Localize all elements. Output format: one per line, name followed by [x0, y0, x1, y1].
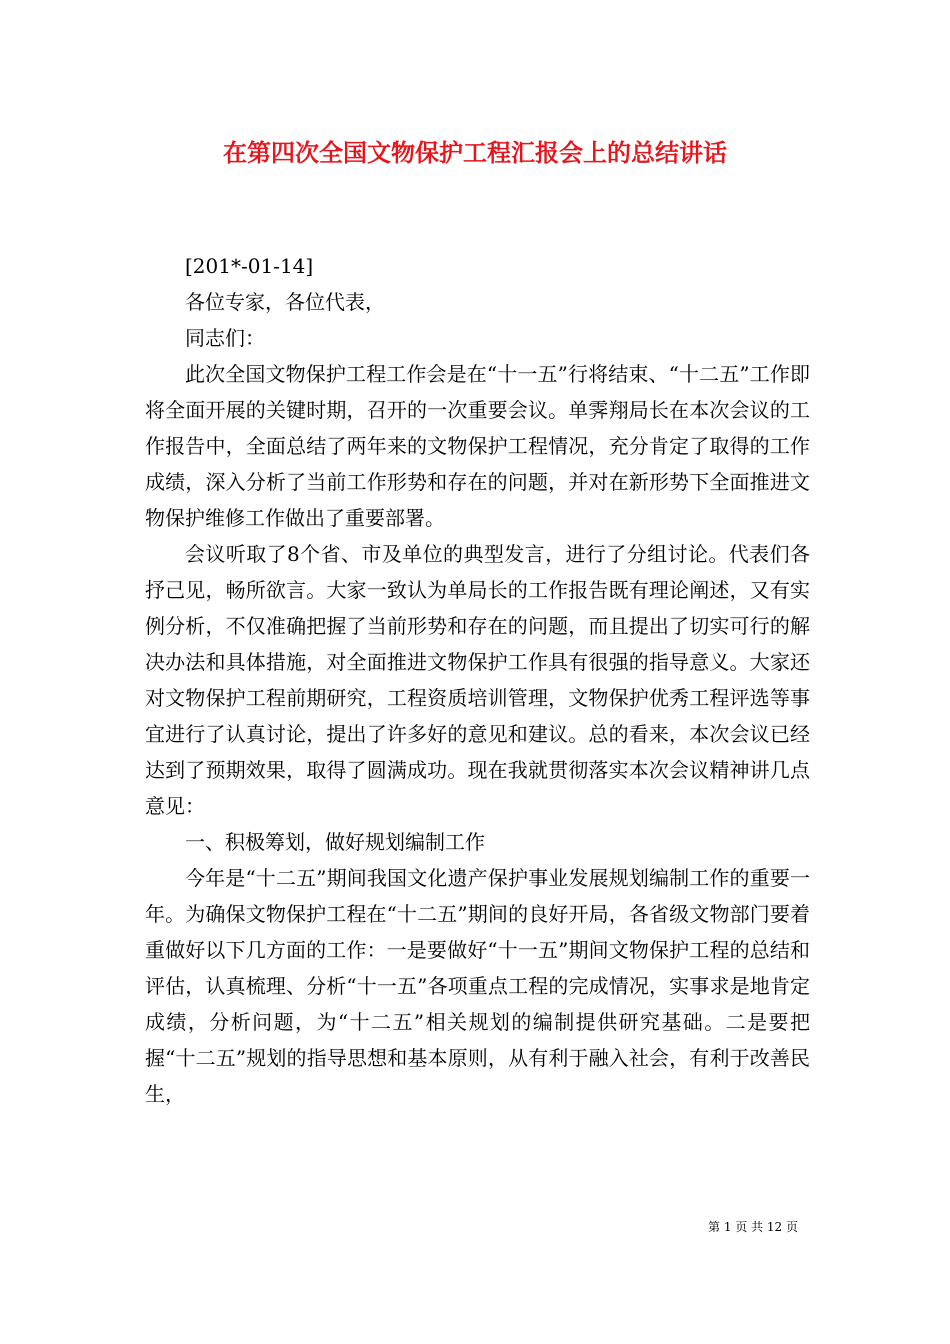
- paragraph: 此次全国文物保护工程工作会是在“十一五”行将结束、“十二五”工作即将全面开展的关键时期，召开的一次重要会议。单霁翔局长在本次会议的工作报告中，全面总结了两年来的文物保护工程情况，充分肯定了取得的工作成绩，深入分析了当前工作形势和存在的问题，并对在新形势下全面推进文物保护维修工作做出了重要部署。: [145, 362, 810, 530]
- document-title: 在第四次全国文物保护工程汇报会上的总结讲话: [223, 138, 727, 167]
- paragraph: 今年是“十二五”期间我国文化遗产保护事业发展规划编制工作的重要一年。为确保文物保护工程在“十二五”期间的良好开局，各省级文物部门要着重做好以下几方面的工作：一是要做好“十一五”期间文物保护工程的总结和评估，认真梳理、分析“十一五”各项重点工程的完成情况，实事求是地肯定成绩，分析问题，为“十二五”相关规划的编制提供研究基础。二是要把握“十二五”规划的指导思想和基本原则，从有利于融入社会，有利于改善民生，: [145, 866, 810, 1106]
- section-heading: 一、积极筹划，做好规划编制工作: [185, 830, 485, 854]
- salutation-comrades: 同志们：: [185, 326, 265, 350]
- page-number: 第 1 页 共 12 页: [708, 1220, 798, 1234]
- date-line: [201*-01-14]: [185, 254, 314, 278]
- salutation-experts: 各位专家，各位代表，: [185, 290, 385, 314]
- document-body: [145, 248, 810, 1112]
- paragraph: 会议听取了8个省、市及单位的典型发言，进行了分组讨论。代表们各抒己见，畅所欲言。大家一致认为单局长的工作报告既有理论阐述，又有实例分析，不仅准确把握了当前形势和存在的问题，而且提出了切实可行的解决办法和具体措施，对全面推进文物保护工作具有很强的指导意义。大家还对文物保护工程前期研究，工程资质培训管理，文物保护优秀工程评选等事宜进行了认真讨论，提出了许多好的意见和建议。总的看来，本次会议已经达到了预期效果，取得了圆满成功。现在我就贯彻落实本次会议精神讲几点意见：: [145, 542, 810, 818]
